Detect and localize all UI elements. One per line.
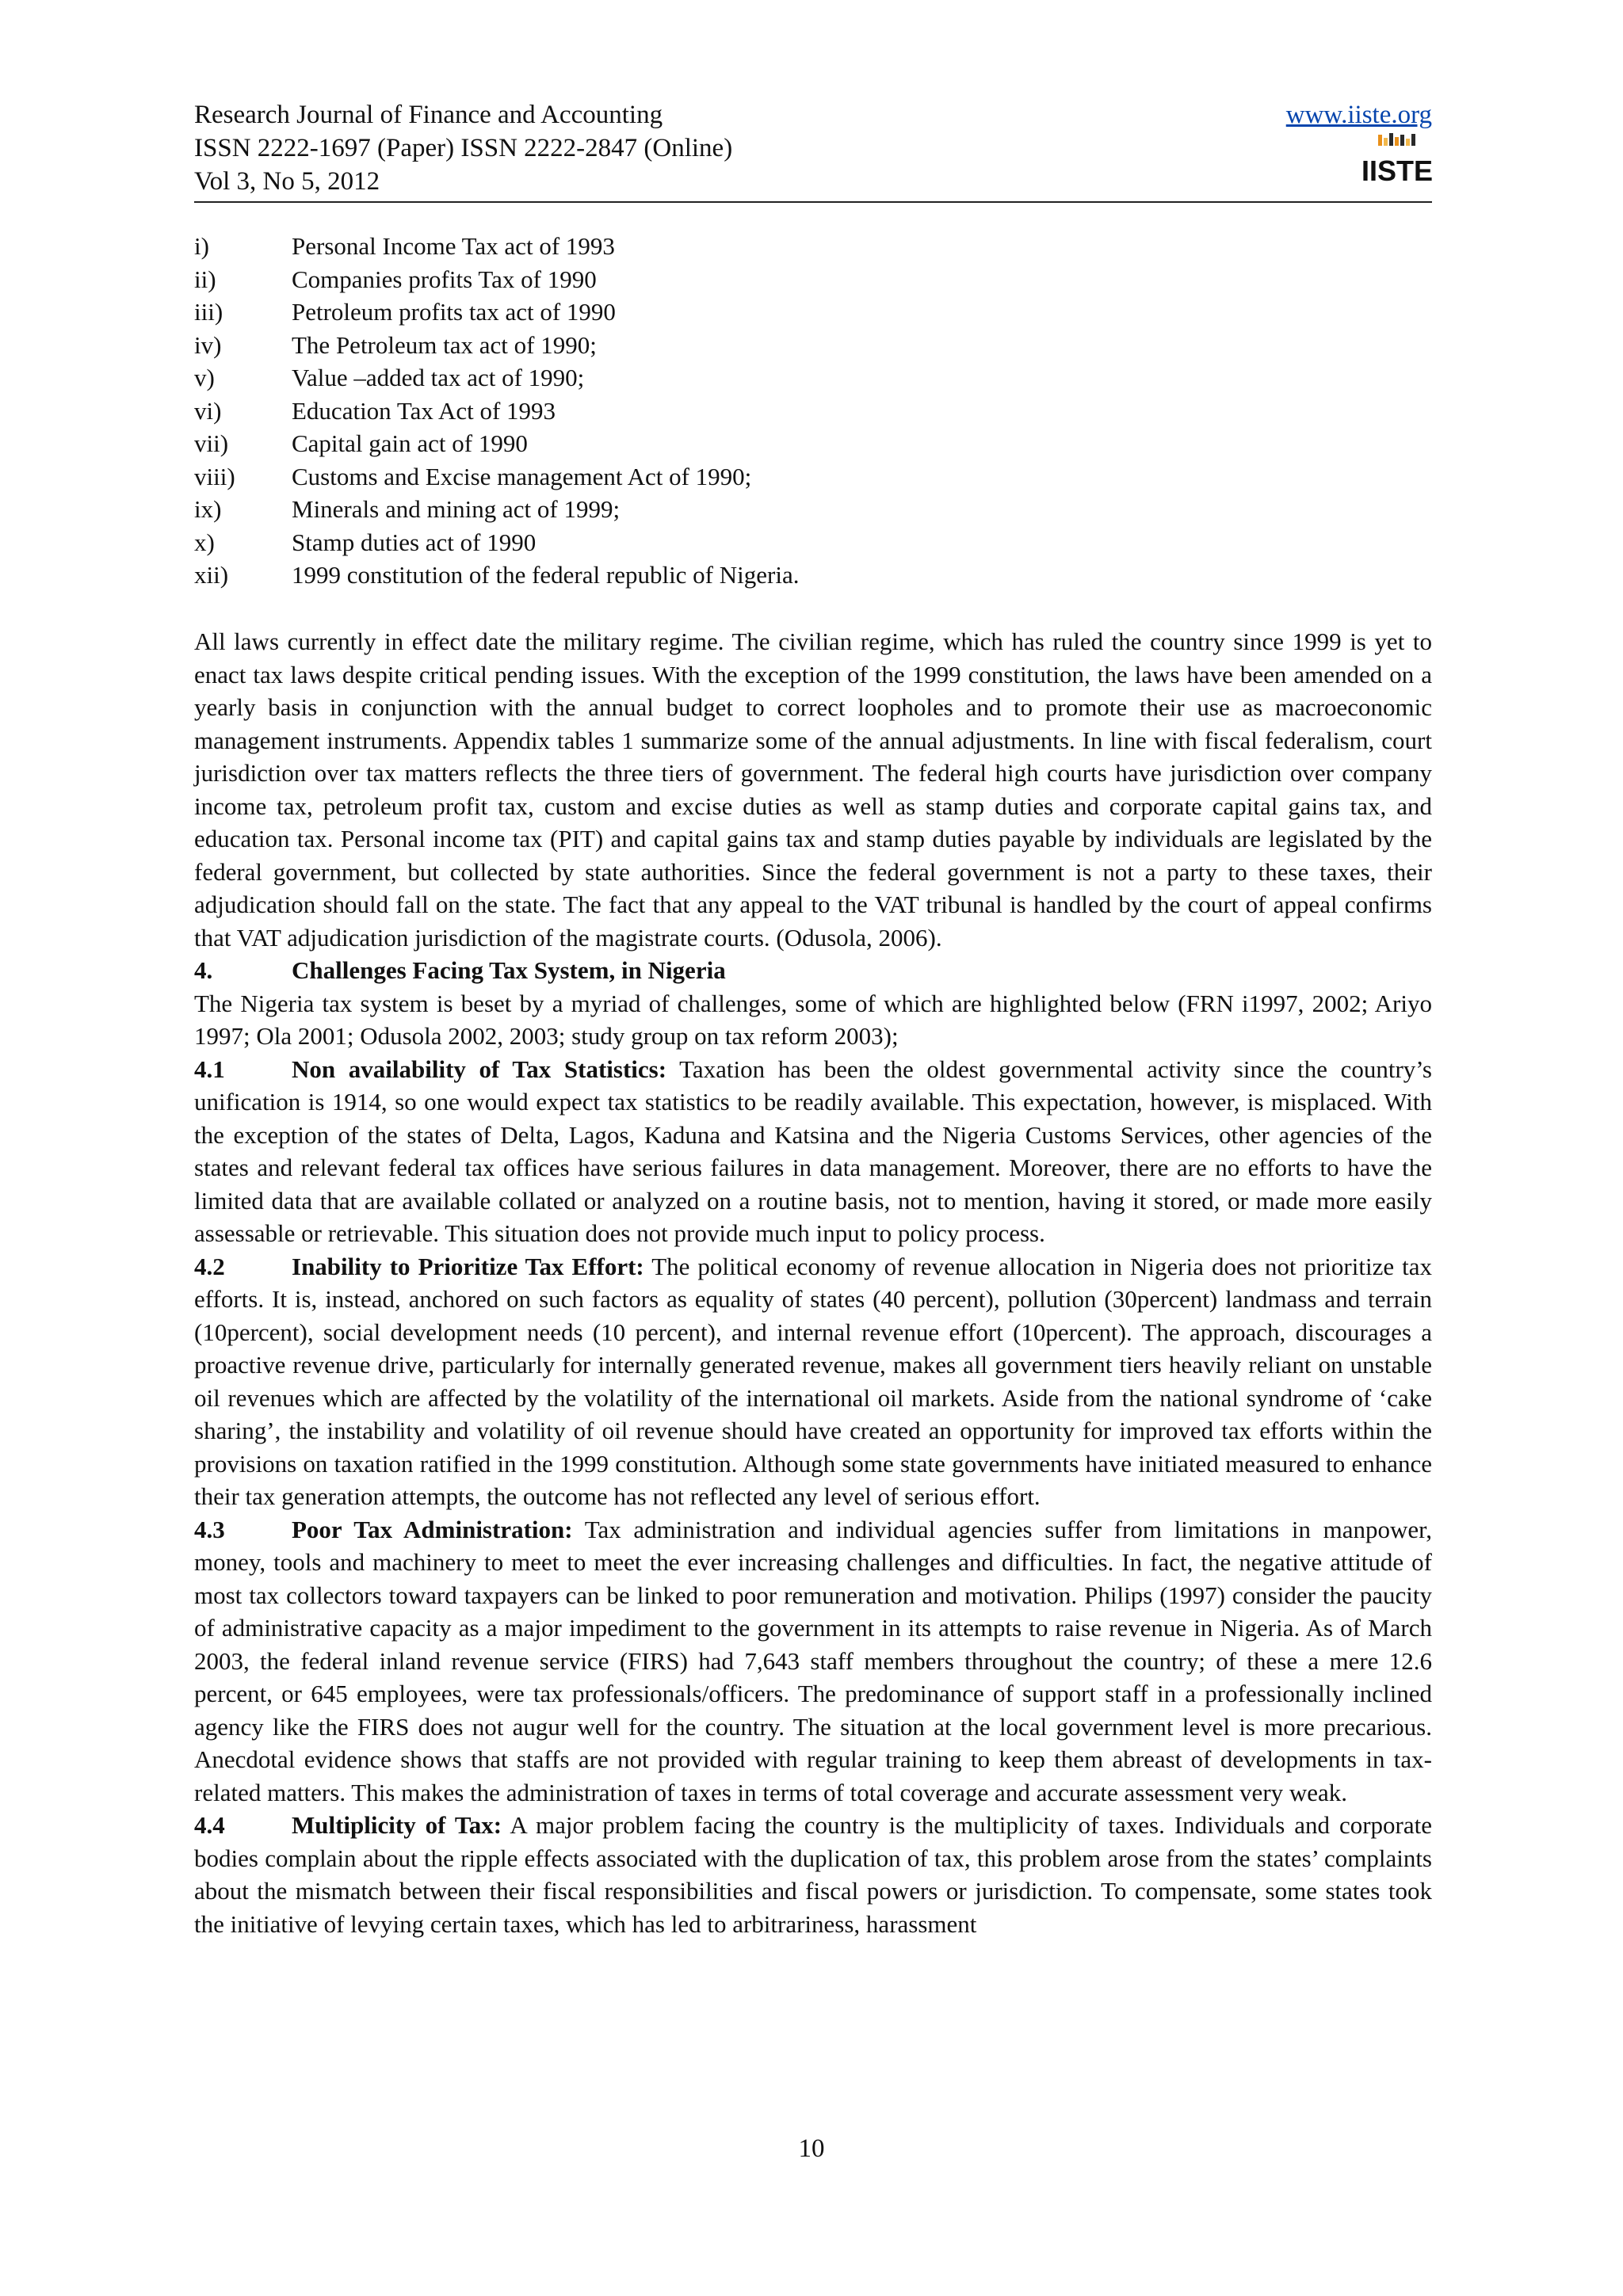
list-item-number: iii) bbox=[194, 298, 223, 326]
list-item bbox=[194, 559, 1432, 592]
list-item bbox=[194, 230, 1432, 263]
subsection-4-3 bbox=[194, 1513, 1432, 1810]
list-item bbox=[194, 263, 1432, 296]
subsection-number: 4.2 bbox=[194, 1252, 225, 1280]
list-item-text: Value –added tax act of 1990; bbox=[292, 364, 585, 391]
list-item-text: Minerals and mining act of 1999; bbox=[292, 495, 621, 523]
list-item-text: Stamp duties act of 1990 bbox=[292, 528, 537, 556]
list-item-number: i) bbox=[194, 232, 209, 260]
subsection-text: A major problem facing the country is the multiplicity of taxes. Individuals and corporate bodies complain about the ripple effects associated with the duplication of tax, this problem arose from the states’ complaints about the mismatch between their fiscal responsibilities and fiscal powers or jurisdiction. To compensate, some states took the initiative of levying certain taxes, which has led to arbitrariness, harassment bbox=[194, 1811, 1432, 1938]
subsection-title: Non availability of Tax Statistics: bbox=[292, 1055, 667, 1083]
journal-title: Research Journal of Finance and Accounting bbox=[194, 101, 663, 129]
subsection-4-1 bbox=[194, 1053, 1432, 1250]
list-item-number: ii) bbox=[194, 265, 216, 293]
iiste-logo bbox=[1361, 133, 1434, 196]
list-item-number: iv) bbox=[194, 330, 222, 359]
subsection-text: Tax administration and individual agencies suffer from limitations in manpower, money, tools and machinery to meet to meet the ever increasing challenges and difficulties. In fact, the negative attitude of most tax collectors toward taxpayers can be linked to poor remuneration and motivation. Philips (1997) consider the paucity of administrative capacity as a major impediment to the government in its attempts to raise revenue in Nigeria. As of March 2003, the federal inland revenue service (FIRS) had 7,643 staff members throughout the country; of these a mere 12.6 percent, or 645 employees, were tax professionals/officers. The predominance of support staff in a professionally inclined agency like the FIRS does not augur well for the country. The situation at the local government level is more precarious. Anecdotal evidence shows that staffs are not provided with regular training to keep them abreast of developments in tax-related matters. This makes the administration of taxes in terms of total coverage and accurate assessment very weak. bbox=[194, 1515, 1432, 1806]
list-item-text: Education Tax Act of 1993 bbox=[292, 396, 556, 425]
section-title: Challenges Facing Tax System, in Nigeria bbox=[292, 956, 726, 984]
subsection-4-2 bbox=[194, 1250, 1432, 1513]
list-item-number: v) bbox=[194, 364, 215, 391]
section-number: 4. bbox=[194, 956, 213, 984]
list-item bbox=[194, 296, 1432, 329]
logo-wordmark: IISTE bbox=[1361, 154, 1434, 187]
journal-volume: Vol 3, No 5, 2012 bbox=[194, 167, 380, 196]
subsection-number: 4.3 bbox=[194, 1515, 225, 1543]
logo-bars-icon bbox=[1378, 133, 1415, 146]
list-item-number: ix) bbox=[194, 495, 222, 523]
list-item-text: Petroleum profits tax act of 1990 bbox=[292, 298, 616, 326]
website-link[interactable]: www.iiste.org bbox=[1285, 101, 1432, 129]
article-body bbox=[194, 625, 1432, 1940]
list-item-number: x) bbox=[194, 528, 215, 556]
section-heading bbox=[194, 954, 1432, 987]
subsection-title: Poor Tax Administration: bbox=[292, 1515, 573, 1543]
subsections bbox=[194, 1053, 1432, 1941]
tax-acts-list bbox=[194, 230, 1432, 592]
list-item-text: Customs and Excise management Act of 1990; bbox=[292, 462, 752, 490]
section-intro: The Nigeria tax system is beset by a myriad of challenges, some of which are highlighted below (FRN i1997, 2002; Ariyo 1997; Ola 2001; Odusola 2002, 2003; study group on tax reform 2003); bbox=[194, 989, 1432, 1050]
list-item-text: Companies profits Tax of 1990 bbox=[292, 265, 597, 293]
list-item bbox=[194, 460, 1432, 494]
list-item-number: viii) bbox=[194, 462, 235, 490]
intro-paragraph: All laws currently in effect date the military regime. The civilian regime, which has ruled the country since 1999 is yet to enact tax laws despite critical pending issues. With the exception of the 1999 constitution, the laws have been amended on a yearly basis in conjunction with the annual budget to correct loopholes and to promote their use as macroeconomic management instruments. Appendix tables 1 summarize some of the annual adjustments. In line with fiscal federalism, court jurisdiction over tax matters reflects the three tiers of government. The federal high courts have jurisdiction over company income tax, petroleum profit tax, custom and excise duties as well as stamp duties and corporate capital gains tax, and education tax. Personal income tax (PIT) and capital gains tax and stamp duties payable by individuals are legislated by the federal government, but collected by state authorities. Since the federal government is not a party to these taxes, their adjudication should fall on the state. The fact that any appeal to the VAT tribunal is handled by the court of appeal confirms that VAT adjudication jurisdiction of the magistrate courts. (Odusola, 2006). bbox=[194, 627, 1432, 952]
subsection-text: The political economy of revenue allocation in Nigeria does not prioritize tax efforts. It is, instead, anchored on such factors as equality of states (40 percent), pollution (30percent) landmass and terrain (10percent), social development needs (10 percent), and internal revenue effort (10percent). The approach, discourages a proactive revenue drive, particularly for internally generated revenue, makes all government tiers heavily reliant on unstable oil revenues which are affected by the volatility of the international oil markets. Aside from the national syndrome of ‘cake sharing’, the instability and volatility of oil revenue should have created an opportunity for improved tax efforts within the provisions on taxation ratified in the 1999 constitution. Although some state governments have initiated measured to enhance their tax generation attempts, the outcome has not reflected any level of serious effort. bbox=[194, 1252, 1432, 1510]
page-header bbox=[194, 98, 1432, 203]
journal-issn: ISSN 2222-1697 (Paper) ISSN 2222-2847 (Online) bbox=[194, 134, 733, 162]
list-item bbox=[194, 329, 1432, 362]
list-item-text: The Petroleum tax act of 1990; bbox=[292, 330, 597, 359]
list-item bbox=[194, 395, 1432, 428]
list-item-text: Capital gain act of 1990 bbox=[292, 429, 528, 457]
subsection-4-4 bbox=[194, 1809, 1432, 1940]
list-item-number: xii) bbox=[194, 561, 229, 589]
subsection-text: Taxation has been the oldest governmental activity since the country’s unification is 1914, so one would expect tax statistics to be readily available. This expectation, however, is misplaced. With the exception of the states of Delta, Lagos, Kaduna and Katsina and the Nigeria Customs Services, other agencies of the states and relevant federal tax offices have serious failures in data management. Moreover, there are no efforts to have the limited data that are available collated or analyzed on a routine basis, not to mention, having it stored, or made more easily assessable or retrievable. This situation does not provide much input to policy process. bbox=[194, 1055, 1432, 1247]
subsection-number: 4.1 bbox=[194, 1055, 225, 1083]
list-item-text: Personal Income Tax act of 1993 bbox=[292, 232, 615, 260]
list-item bbox=[194, 493, 1432, 526]
list-item-text: 1999 constitution of the federal republic of Nigeria. bbox=[292, 561, 800, 589]
subsection-title: Multiplicity of Tax: bbox=[292, 1811, 502, 1839]
list-item bbox=[194, 427, 1432, 460]
list-item-number: vii) bbox=[194, 429, 229, 457]
list-item bbox=[194, 526, 1432, 559]
list-item-number: vi) bbox=[194, 396, 222, 425]
page-number: 10 bbox=[798, 2134, 825, 2163]
subsection-title: Inability to Prioritize Tax Effort: bbox=[292, 1252, 644, 1280]
list-item bbox=[194, 361, 1432, 395]
subsection-number: 4.4 bbox=[194, 1811, 225, 1839]
journal-info bbox=[194, 98, 732, 198]
